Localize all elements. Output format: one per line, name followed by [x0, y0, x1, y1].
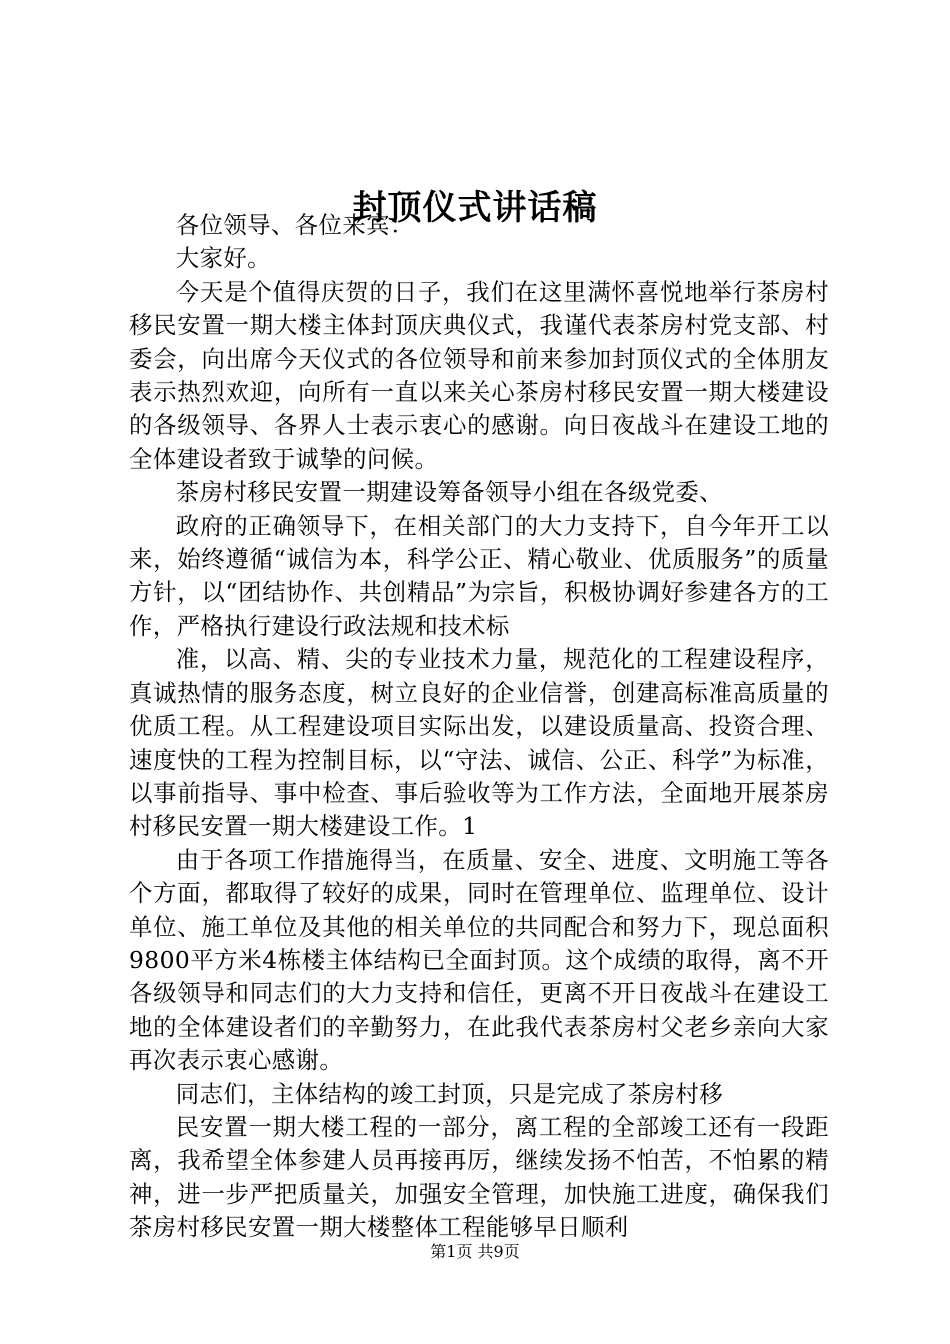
paragraph: 准，以高、精、尖的专业技术力量，规范化的工程建设程序，真诚热情的服务态度，树立良好的企业信誉，创建高标准高质量的优质工程。从工程建设项目实际出发，以建设质量高、投资合理、速度快的工程为控制目标，以“守法、诚信、公正、科学”为标准，以事前指导、事中检查、事后验收等为工作方法，全面地开展茶房村移民安置一期大楼建设工作。1 [129, 645, 829, 841]
paragraph: 政府的正确领导下，在相关部门的大力支持下，自今年开工以来，始终遵循“诚信为本，科学公正、精心敬业、优质服务”的质量方针，以“团结协作、共创精品”为宗旨，积极协调好参建各方的工作，严格执行建设行政法规和技术标 [129, 511, 829, 640]
document-title: 封顶仪式讲话稿 [352, 188, 598, 228]
paragraph: 茶房村移民安置一期建设筹备领导小组在各级党委、 [175, 478, 723, 507]
paragraph: 民安置一期大楼工程的一部分，离工程的全部竣工还有一段距离，我希望全体参建人员再接再厉，继续发扬不怕苦，不怕累的精神，进一步严把质量关，加强安全管理，加快施工进度，确保我们茶房村移民安置一期大楼整体工程能够早日顺利 [129, 1112, 829, 1242]
paragraph: 今天是个值得庆贺的日子，我们在这里满怀喜悦地举行茶房村移民安置一期大楼主体封顶庆典仪式，我谨代表茶房村党支部、村委会，向出席今天仪式的各位领导和前来参加封顶仪式的全体朋友表示热烈欢迎，向所有一直以来关心茶房村移民安置一期大楼建设的各级领导、各界人士表示衷心的感谢。向日夜战斗在建设工地的全体建设者致于诚挚的问候。 [129, 277, 829, 473]
paragraph: 由于各项工作措施得当，在质量、安全、进度、文明施工等各个方面，都取得了较好的成果，同时在管理单位、监理单位、设计单位、施工单位及其他的相关单位的共同配合和努力下，现总面积9800平方米4栋楼主体结构已全面封顶。这个成绩的取得，离不开各级领导和同志们的大力支持和信任，更离不开日夜战斗在建设工地的全体建设者们的辛勤努力，在此我代表茶房村父老乡亲向大家再次表示衷心感谢。 [129, 845, 829, 1075]
document-body [129, 209, 829, 1245]
page-footer: 第1页 共9页 [430, 1242, 520, 1261]
paragraph: 同志们，主体结构的竣工封顶，只是完成了茶房村移 [175, 1079, 723, 1108]
greeting: 大家好。 [175, 244, 271, 273]
salutation: 各位领导、各位来宾： [175, 211, 414, 239]
